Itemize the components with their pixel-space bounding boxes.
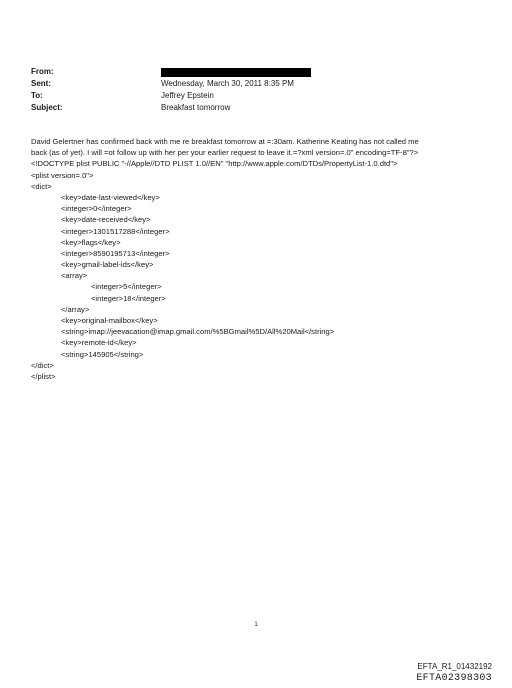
page-number: 1 — [254, 622, 258, 628]
to-row — [31, 90, 471, 102]
body-line: <integer>18</integer> — [91, 293, 166, 303]
body-line: back (as of yet). I will =ot follow up with her per your earlier request to leave it.=?xml version=.0" encoding=TF-8"?> — [31, 148, 419, 158]
body-line: <string>imap://jeevacation@imap.gmail.com/%5BGmail%5D/All%20Mail</string> — [61, 327, 335, 337]
body-line: <dict> — [31, 181, 52, 191]
from-label: From: — [31, 67, 54, 76]
body-line: <integer>0</integer> — [61, 204, 132, 214]
body-line: <!DOCTYPE plist PUBLIC "-//Apple//DTD PLIST 1.0//EN" "http://www.apple.com/DTDs/PropertyList-1.0.dtd"> — [31, 159, 398, 169]
from-value — [161, 66, 311, 78]
from-row — [31, 66, 471, 78]
body-line: <key>flags</key> — [61, 237, 121, 247]
body-line: <key>remote-id</key> — [61, 338, 137, 348]
body-line: <string>145905</string> — [61, 349, 144, 359]
to-value: Jeffrey Epstein — [161, 91, 214, 100]
subject-label: Subject: — [31, 103, 63, 112]
redaction-bar — [161, 68, 311, 77]
body-line: </array> — [61, 304, 90, 314]
bates-number: EFTA02398303 — [416, 673, 492, 684]
email-header — [31, 66, 471, 114]
body-line: <key>original-mailbox</key> — [61, 316, 158, 325]
to-label: To: — [31, 91, 43, 100]
email-body — [31, 136, 481, 382]
body-line: <array> — [61, 271, 88, 281]
body-line: <integer>8590195713</integer> — [61, 248, 170, 258]
body-line: <integer>1301517288</integer> — [61, 226, 170, 236]
body-line: <key>date-received</key> — [61, 215, 151, 225]
body-line: <plist version=.0"> — [31, 170, 94, 180]
body-line: <integer>5</integer> — [91, 282, 162, 292]
body-line: David Gelertner has confirmed back with me re breakfast tomorrow at =:30am. Katherine Keating has not called me — [31, 137, 419, 146]
sent-label: Sent: — [31, 79, 51, 88]
body-line: <key>date-last-viewed</key> — [61, 192, 160, 202]
subject-value: Breakfast tomorrow — [161, 103, 231, 112]
sent-value: Wednesday, March 30, 2011 8:35 PM — [161, 79, 294, 88]
bates-number-r1: EFTA_R1_01432192 — [417, 662, 492, 671]
body-line: <key>gmail-label-ids</key> — [61, 260, 154, 270]
body-line: </plist> — [31, 371, 56, 381]
subject-row — [31, 102, 471, 114]
sent-row — [31, 78, 471, 90]
body-line: </dict> — [31, 360, 54, 370]
